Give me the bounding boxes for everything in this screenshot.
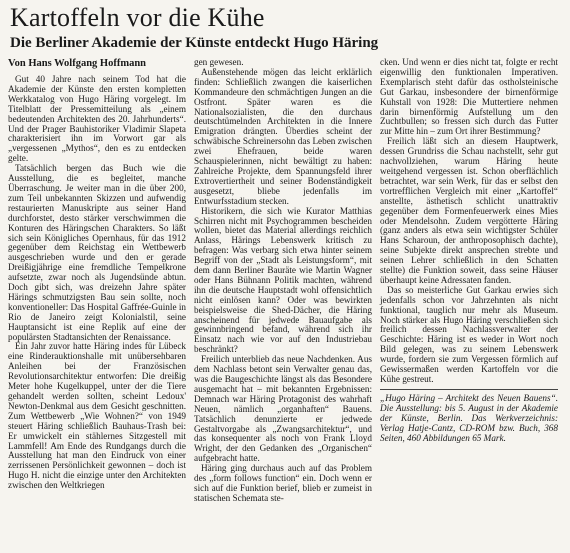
paragraph: cken. Und wenn er dies nicht tat, folgte er recht eigenwillig den funktionalen Imperativen. Exemplarisch steht dafür das ostholsteinische Gut Garkau, insbesondere der birnenförmige Kuhstall von 1928: Die Muttertiere nehmen darin birnenförmig Aufstellung um den Zuchtbullen; so fressen sich durch das Futter zur Mitte hin – zum Ort ihrer Bestimmung? <box>380 57 558 137</box>
paragraph: Freilich unterblieb das neue Nachdenken. Aus dem Nachlass betont sein Verwalter genau das, was die Baugeschichte längst als das Besondere ausgemacht hat – mit bekannten Ergebnissen: Demnach war Häring Protagonist des wahrhaft Neuen, nämlich „organhaften“ Bauens. Tatsächlich denunzierte er jedwede Gestaltvorgabe als „Zwangsarchitektur“, und das konsequenter als noch von Frank Lloyd Wright, der den Gedanken des „Organischen“ aufgebracht hatte. <box>194 354 372 464</box>
article-headline: Kartoffeln vor die Kühe <box>10 3 265 32</box>
paragraph: Ein Jahr zuvor hatte Häring indes für Lübeck eine Rinderauktionshalle mit unübersehbaren Anleihen bei der Französischen Revolutionsarchitektur entworfen: Die dreißig Meter hohe Kugelkuppel, unter der die Tiere gehandelt werden sollten, scheint Ledoux' Newton-Denkmal aus dem Gesicht geschnitten. Zum Wettbewerb „Wie Wohnen?“ von 1949 steuert Häring schließlich Bauhaus-Trash bei: Er umwickelt ein stählernes Sitzgestell mit Lammfell! Am Ende des Rundgangs durch die Ausstellung hat man den Eindruck von einer zerrissenen Persönlichkeit gewonnen – doch ist Hugo H. nicht die einzige unter den Architekten zwischen den Weltkriegen <box>8 341 186 491</box>
column-1 <box>8 58 186 504</box>
byline: Von Hans Wolfgang Hoffmann <box>8 58 146 69</box>
article-subheadline: Die Berliner Akademie der Künste entdeckt Hugo Häring <box>10 35 379 51</box>
paragraph: gen gewesen. <box>194 57 244 67</box>
paragraph: Das so meisterliche Gut Garkau erwies sich jedenfalls schon vor Jahrzehnten als nicht funktional, tauglich nur mehr als Museum. Noch stärker als Hugo Häring verschließen sich freilich dessen Nachlassverwalter der Geschichte: Häring ist es weder in Wort noch Bild gelegen, was zu seinem Lebenswerk wurde, fordern sie zum Vergessen förmlich auf Gewissermaßen werden Kartoffeln vor die Kühe gestreut. <box>380 284 558 384</box>
paragraph: Gut 40 Jahre nach seinem Tod hat die Akademie der Künste den ersten kompletten Werkkatalog von Hugo Häring vorgelegt. Im Titelblatt der Pressemitteilung als „einem bedeutenden Architekten des 20. Jahrhunderts“. Und der Prager Bauhistoriker Vladimir Slapeta charakterisiert ihn im Vorwort gar als „vergessenen „Mythos“, den es zu entdecken gelte. <box>8 74 186 164</box>
exhibition-info-caption: „Hugo Häring – Architekt des Neuen Bauens“. Die Ausstellung: bis 5. August in der Akademie der Künste, Berlin. Das Werkverzeichnis: Verlag Hatje-Cantz, CD-ROM bzw. Buch, 368 Seiten, 460 Abbildungen 65 Mark. <box>380 392 558 443</box>
paragraph: Historikern, die sich wie Kurator Matthias Schirren nicht mit Psychogrammen bescheiden wollen, bietet das Material allerdings reichlich Anlass, Härings Lebenswerk kritisch zu befragen: Was verbarg sich etwa hinter seinem Begriff von der „Stadt als Leistungsform“, mit dem dann Berliner Bauräte wie Martin Wagner oder Hans Bühnann Politik machten, während ihn die deutsche Hauptstadt wohl offensichtlich nicht einlösen kann? Oder was bewirkten beispielsweise die Shed-Dächer, die Häring anscheinend für jedwede Bauaufgabe als gewinnbringend befand, während sich ihr Einsatz nach wie vor auf den Industriebau beschränkt? <box>194 205 372 355</box>
column-3 <box>380 58 558 504</box>
paragraph: Tatsächlich bergen das Buch wie die Ausstellung, die es begleitet, manche Überraschung. Je weiter man in die über 200, zum Teil unbekannten Skizzen und aufwendig restaurierten Manuskripte aus seiner Hand durchforstet, desto stärker verschwimmen die Konturen des Häringschen Charakters. So läßt sich sein Königliches Opernhaus, für das 1912 gegenüber dem Reichstag ein Wettbewerb ausgeschrieben wurde und den er gerade Dreißigjährige eine fremdliche Tempelkrone aufsetzte, zwar noch als Jugendsünde abtun. Doch gibt sich, was dreizehn Jahre später Härings schmutzigsten Bau sein sollte, noch konventioneller: Das Hospital Gaffrée-Guinle in Rio de Janeiro zeigt Kolonialstil, seine Hauptansicht ist eine Replik auf eine der populärsten Stadtansichten der Renaissance. <box>8 163 186 342</box>
column-2 <box>194 58 372 504</box>
caption-divider <box>380 389 558 390</box>
paragraph: Außenstehende mögen das leicht erklärlich finden: Schließlich zwangen die kaiserlichen Kommandeure den schmächtigen Jungen an die Ostfront. Später waren es die Nationalsozialisten, die den durchaus deutschtümelnden Architekten in die Innere Emigration drängten. Überdies scheint der schwäbische Schreinersohn das Leben zwischen zwei Ehefrauen, beide waren Schauspielerinnen, nicht bewältigt zu haben: Zahlreiche Projekte, dem Spannungsfeld ihrer Extrovertiertheit und seiner Bodenständigkeit ausgesetzt, bliebe jedenfalls im Entwurfsstadium stecken. <box>194 66 372 206</box>
article-columns <box>8 58 562 504</box>
paragraph: Freilich läßt sich an diesem Hauptwerk, dessen Grundriss die Schau nachstellt, sehr gut nachvollziehen, warum Häring heute weitgehend vergessen ist. Schon oberflächlich betrachtet, war sein Werk, für das er selbst den vortrefflichen Vergleich mit einer „Kartoffel“ anstellte, ästhetisch schlicht unattraktiv gegenüber dem Formenfeuerwerk eines Mies oder Mendelsohn. Zudem vergötterte Häring (ganz anders als etwa sein wichtigster Schüler Hans Scharoun, der anthroposophisch dachte), seine Subjekte direkt ansprechen strebte und seinen Lehrer schließlich in den Schatten stellte) die Funktion soweit, dass seine Häuser überhaupt keine Adressaten fanden. <box>380 136 558 285</box>
paragraph: Häring ging durchaus auch auf das Problem des „form follows function“ ein. Doch wenn er sich auf die Funktion berief, blieb er zumeist in statischen Schemata ste- <box>194 463 372 503</box>
